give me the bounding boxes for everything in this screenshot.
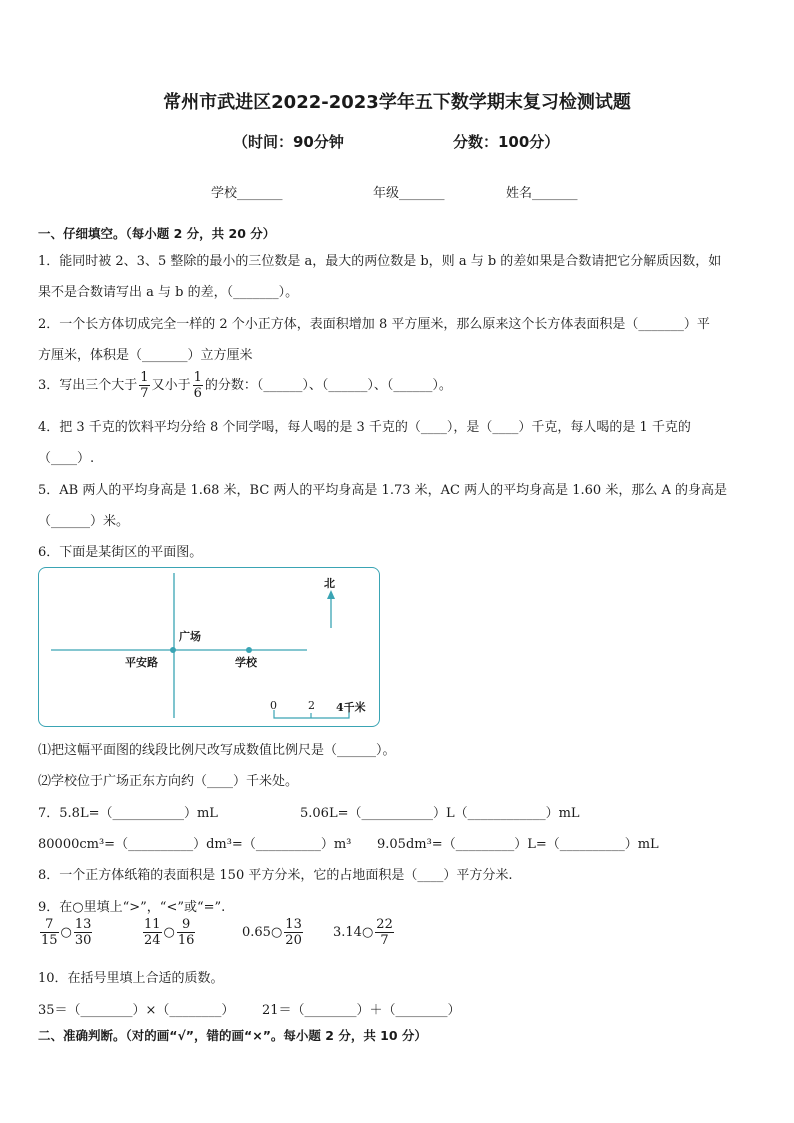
street-map-drawing bbox=[39, 568, 381, 728]
section-one-title: 一、仔细填空。（每小题 2 分，共 20 分） bbox=[38, 226, 276, 241]
question-2-line-2: 方厘米，体积是（_______）立方厘米 bbox=[38, 348, 253, 363]
grade-field: 年级_______ bbox=[373, 186, 445, 201]
question-6-intro: 6．下面是某街区的平面图。 bbox=[38, 545, 203, 560]
compare-circle: ○ bbox=[163, 925, 175, 940]
question-7-d: 9.05dm³=（_________）L=（__________）mL bbox=[377, 837, 659, 852]
question-4-line-2: （____）. bbox=[38, 451, 95, 466]
question-6-sub-2: ⑵学校位于广场正东方向约（____）千米处。 bbox=[38, 774, 299, 789]
fraction-one-sixth: $\frac{1}{6}$ bbox=[193, 370, 202, 401]
question-4-line-1: 4．把 3 千克的饮料平均分给 8 个同学喝，每人喝的是 3 千克的（____），是（____）千克，每人喝的是 1 千克的 bbox=[38, 420, 691, 435]
compare-circle: ○ bbox=[60, 925, 72, 940]
name-field: 姓名_______ bbox=[506, 186, 578, 201]
question-5-line-2: （______）米。 bbox=[38, 514, 130, 529]
school-point bbox=[246, 647, 252, 653]
street-map bbox=[38, 567, 380, 727]
question-3 bbox=[38, 370, 452, 401]
road-label: 平安路 bbox=[125, 656, 158, 669]
plaza-point bbox=[170, 647, 176, 653]
section-two-title: 二、准确判断。（对的画“√”，错的画“×”。每小题 2 分，共 10 分） bbox=[38, 1028, 427, 1043]
question-7-b: 5.06L=（___________）L（____________）mL bbox=[300, 806, 580, 821]
scale-tick-2: 2 bbox=[308, 699, 315, 712]
question-9: 9．在○里填上“>”，“<”或“=”. bbox=[38, 900, 226, 915]
scale-tick-4km: 4千米 bbox=[336, 701, 366, 714]
question-1-line-2: 果不是合数请写出 a 与 b 的差，（_______）。 bbox=[38, 285, 299, 300]
question-3-mid: 又小于 bbox=[151, 378, 191, 393]
compare-item-4: 3.14○ $\frac{22}{7}$ bbox=[333, 917, 393, 948]
question-7-c: 80000cm³=（__________）dm³=（__________）m³ bbox=[38, 837, 352, 852]
question-2-line-1: 2．一个长方体切成完全一样的 2 个小正方体，表面积增加 8 平方厘米，那么原来这个长方体表面积是（_______）平 bbox=[38, 317, 710, 332]
question-1-line-1: 1．能同时被 2、3、5 整除的最小的三位数是 a，最大的两位数是 b，则 a 与 b 的差如果是合数请把它分解质因数，如 bbox=[38, 254, 722, 269]
scale-tick-0: 0 bbox=[270, 699, 277, 712]
north-label: 北 bbox=[324, 577, 335, 590]
question-6-sub-1: ⑴把这幅平面图的线段比例尺改写成数值比例尺是（______）。 bbox=[38, 743, 396, 758]
question-8: 8．一个正方体纸箱的表面积是 150 平方分米，它的占地面积是（____）平方分米. bbox=[38, 868, 513, 883]
question-5-line-1: 5．AB 两人的平均身高是 1.68 米，BC 两人的平均身高是 1.73 米，AC 两人的平均身高是 1.60 米，那么 A 的身高是 bbox=[38, 483, 727, 498]
school-label: 学校 bbox=[235, 656, 257, 669]
question-7-a: 7．5.8L=（___________）mL bbox=[38, 806, 218, 821]
north-arrow-icon bbox=[327, 590, 335, 599]
compare-item-1: $\frac{7}{15}$ ○ $\frac{13}{30}$ bbox=[41, 917, 92, 948]
plaza-label: 广场 bbox=[179, 630, 201, 643]
question-3-suffix: 的分数：（______）、（______）、（______）。 bbox=[204, 378, 452, 393]
page-title: 常州市武进区2022-2023学年五下数学期末复习检测试题 bbox=[163, 92, 631, 113]
question-10: 10．在括号里填上合适的质数。 bbox=[38, 971, 224, 986]
school-field: 学校_______ bbox=[211, 186, 283, 201]
compare-item-2: $\frac{11}{24}$ ○ $\frac{9}{16}$ bbox=[144, 917, 195, 948]
question-3-prefix: 3．写出三个大于 bbox=[38, 378, 138, 393]
exam-score: 分数：100分） bbox=[453, 133, 560, 151]
question-10-b: 21＝（________）＋（________） bbox=[262, 1003, 461, 1018]
fraction-one-seventh: $\frac{1}{7}$ bbox=[140, 370, 149, 401]
compare-item-3: 0.65○ $\frac{13}{20}$ bbox=[242, 917, 302, 948]
exam-time: （时间：90分钟 bbox=[233, 133, 344, 151]
question-10-a: 35＝（________）×（________） bbox=[38, 1003, 235, 1018]
